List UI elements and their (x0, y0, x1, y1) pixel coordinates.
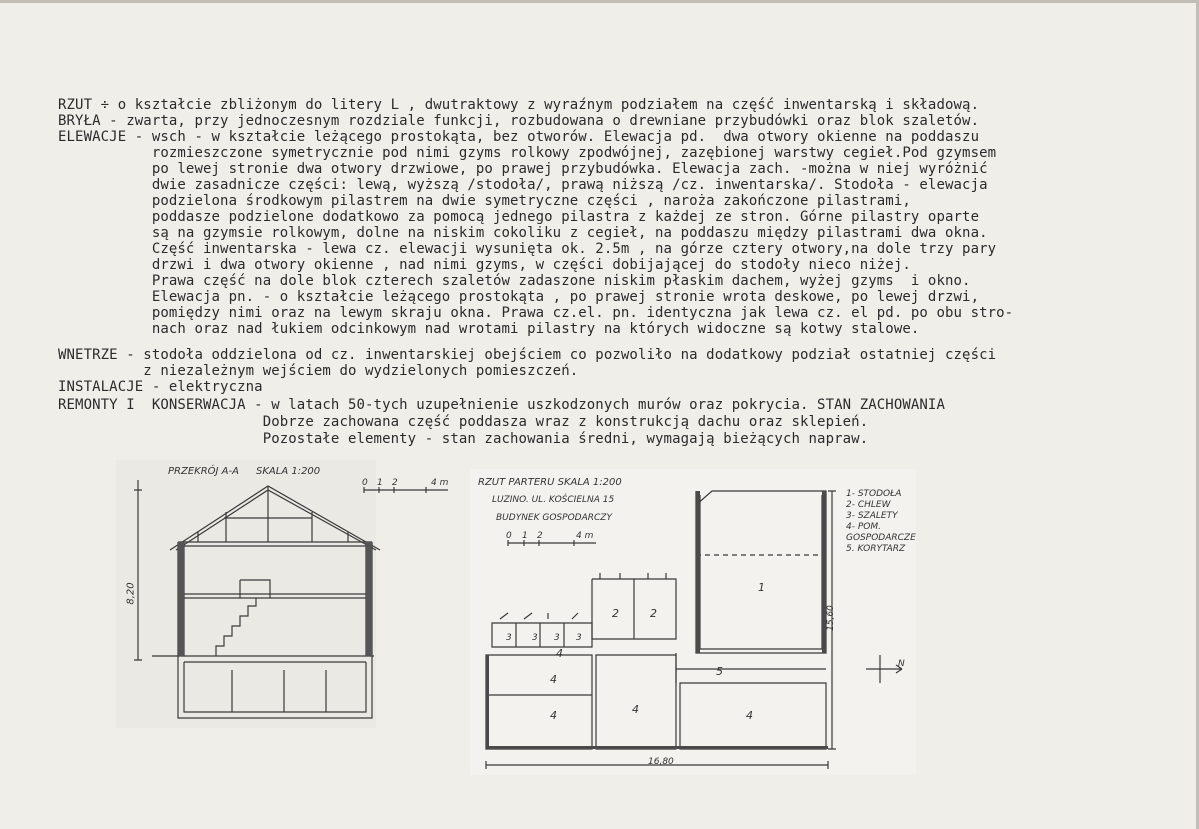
room-label-3: 3 (576, 633, 582, 643)
plan-address: LUZINO. UL. KOŚCIELNA 15 (492, 495, 615, 505)
room-label-1: 1 (758, 581, 765, 594)
north-label: N (898, 659, 905, 669)
room-label-2: 2 (612, 607, 619, 620)
room-label-3: 3 (554, 633, 560, 643)
text-line-elewacje: ELEWACJE - wsch - w kształcie leżącego prostokąta, bez otworów. Elewacja pd. dwa otwory okienne na poddaszu (58, 129, 980, 145)
text-line: są na gzymsie rolkowym, dolne na niskim cokoliku z cegieł, na poddaszu między pilastrami dwa okna. (58, 225, 988, 241)
room-label-4: 4 (746, 709, 753, 722)
plan-scale-tick-0: 0 (506, 531, 512, 541)
text-line-rzut: RZUT ÷ o kształcie zbliżonym do litery L , dwutraktowy z wyraźnym podziałem na część inwentarską i składową. (58, 97, 980, 113)
text-line: drzwi i dwa otwory okienne , nad nimi gzyms, w części dobijającej do stodoły nieco niżej. (58, 257, 911, 273)
section-linework (116, 460, 376, 728)
room-label-4: 4 (632, 703, 639, 716)
cross-section-drawing (116, 460, 449, 728)
width-dimension: 16,80 (648, 757, 674, 767)
text-line: Część inwentarska - lewa cz. elewacji wysunięta ok. 2.5m , na górze cztery otwory,na dole trzy pary (58, 241, 997, 257)
room-label-2: 2 (650, 607, 657, 620)
plan-building-name: BUDYNEK GOSPODARCZY (496, 513, 612, 523)
legend-item: 4- POM. (846, 522, 881, 532)
room-label-3: 3 (532, 633, 538, 643)
text-line-wnetrze: WNETRZE - stodoła oddzielona od cz. inwentarskiej obejściem co pozwoliło na dodatkowy podział ostatniej części (58, 347, 997, 363)
plan-title: RZUT PARTERU SKALA 1:200 (478, 477, 622, 488)
legend-item: 2- CHLEW (846, 500, 891, 510)
legend-item: 1- STODOŁA (846, 489, 902, 499)
room-label-4: 4 (550, 709, 557, 722)
floor-plan-drawing (470, 469, 916, 775)
legend-item: 5. KORYTARZ (846, 544, 906, 554)
scale-tick-4: 4 m (431, 478, 449, 488)
text-line: Dobrze zachowana część poddasza wraz z konstrukcją dachu oraz sklepień. (58, 414, 869, 430)
plan-scale-tick-1: 1 (522, 531, 528, 541)
text-line: Pozostałe elementy - stan zachowania średni, wymagają bieżących napraw. (58, 431, 869, 447)
legend-item: GOSPODARCZE (846, 533, 916, 543)
section-title: PRZEKRÓJ A-A (168, 466, 239, 477)
depth-dimension: 15,60 (825, 605, 836, 631)
text-line: z niezależnym wejściem do wydzielonych pomieszczeń. (58, 363, 579, 379)
room-label-3: 3 (506, 633, 512, 643)
text-line-bryla: BRYŁA - zwarta, przy jednoczesnym rozdziale funkcji, rozbudowana o drewniane przybudówki oraz blok szaletów. (58, 113, 980, 129)
room-label-5: 5 (716, 665, 723, 678)
height-dimension: 8,20 (125, 582, 137, 605)
scale-tick-2: 2 (392, 478, 398, 488)
plan-linework (470, 469, 916, 775)
room-label-4: 4 (550, 673, 557, 686)
scale-tick-1: 1 (377, 478, 383, 488)
text-line: nach oraz nad łukiem odcinkowym nad wrotami pilastry na których widoczne są kotwy stalowe. (58, 321, 920, 337)
room-label-4: 4 (556, 647, 563, 660)
text-line: rozmieszczone symetrycznie pod nimi gzyms rolkowy zpodwójnej, zazębionej warstwy cegieł.Pod gzymsem (58, 145, 997, 161)
text-line-instalacje: INSTALACJE - elektryczna (58, 379, 263, 395)
section-scale: SKALA 1:200 (256, 466, 321, 477)
text-line: dwie zasadnicze części: lewą, wyższą /stodoła/, prawą niższą /cz. inwentarska/. Stodoła - elewacja (58, 177, 988, 193)
plan-scale-tick-4: 4 m (576, 531, 594, 541)
plan-scale-tick-2: 2 (537, 531, 543, 541)
text-line: podzielona środkowym pilastrem na dwie symetryczne części , naroża zakończone pilastrami, (58, 193, 911, 209)
text-line-remonty: REMONTY I KONSERWACJA - w latach 50-tych uzupełnienie uszkodzonych murów oraz pokrycia. STAN ZACHOWANIA (58, 397, 945, 413)
text-line: Prawa część na dole blok czterech szaletów zadaszone niskim płaskim dachem, wyżej gzyms i okno. (58, 273, 971, 289)
text-line: Elewacja pn. - o kształcie leżącego prostokąta , po prawej stronie wrota deskowe, po lewej drzwi, (58, 289, 980, 305)
text-line: po lewej stronie dwa otwory drzwiowe, po prawej przybudówka. Elewacja zach. -można w niej wyróżnić (58, 161, 988, 177)
text-line: poddasze podzielone dodatkowo za pomocą jednego pilastra z każdej ze stron. Górne pilastry oparte (58, 209, 980, 225)
legend-item: 3- SZALETY (846, 511, 898, 521)
text-line: pomiędzy nimi oraz na lewym skraju okna. Prawa cz.el. pn. identyczna jak lewa cz. el pd. po obu stro- (58, 305, 1014, 321)
scale-tick-0: 0 (362, 478, 368, 488)
